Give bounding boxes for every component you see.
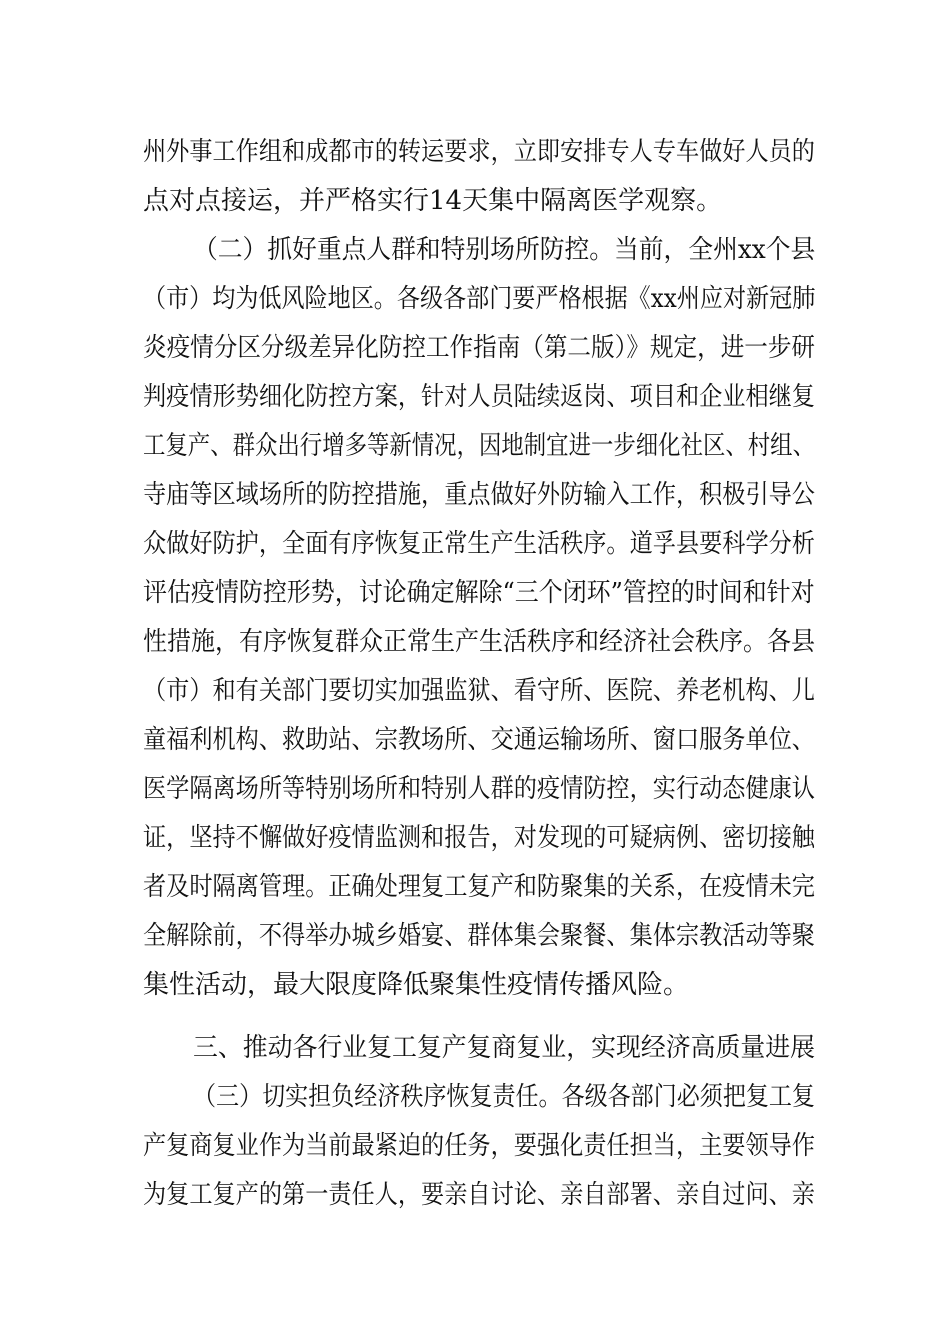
text-line: 寺庙等区域场所的防控措施，重点做好外防输入工作，积极引导公 — [143, 480, 815, 510]
text-line: 炎疫情分区分级差异化防控工作指南（第二版）》规定，进一步研 — [143, 333, 816, 363]
text-line: （市）和有关部门要切实加强监狱、看守所、医院、养老机构、儿 — [143, 676, 815, 706]
text-line: 全解除前，不得举办城乡婚宴、群体集会聚餐、集体宗教活动等聚 — [143, 921, 815, 951]
text-line: 童福利机构、救助站、宗教场所、交通运输场所、窗口服务单位、 — [143, 725, 815, 755]
section-heading: 三、推动各行业复工复产复商复业，实现经济高质量进展 — [193, 1033, 815, 1063]
text-line: 产复商复业作为当前最紧迫的任务，要强化责任担当，主要领导作 — [143, 1131, 815, 1161]
text-line: 工复产、群众出行增多等新情况，因地制宜进一步细化社区、村组、 — [143, 431, 815, 461]
text-line: 证，坚持不懈做好疫情监测和报告，对发现的可疑病例、密切接触 — [143, 823, 815, 853]
paragraph-start-line: （二）抓好重点人群和特别场所防控。当前，全州xx个县 — [193, 235, 816, 265]
text-line: 点对点接运，并严格实行14天集中隔离医学观察。 — [143, 186, 723, 216]
paragraph-start-line: （三）切实担负经济秩序恢复责任。各级各部门必须把复工复 — [193, 1082, 815, 1112]
text-line: 州外事工作组和成都市的转运要求，立即安排专人专车做好人员的 — [143, 137, 815, 167]
text-line: 集性活动，最大限度降低聚集性疫情传播风险。 — [143, 970, 690, 1000]
text-line: 医学隔离场所等特别场所和特别人群的疫情防控，实行动态健康认 — [143, 774, 815, 804]
text-line: 为复工复产的第一责任人，要亲自讨论、亲自部署、亲自过问、亲 — [143, 1180, 815, 1210]
text-line: 众做好防护，全面有序恢复正常生产生活秩序。道孚县要科学分析 — [143, 529, 815, 559]
text-line: 判疫情形势细化防控方案，针对人员陆续返岗、项目和企业相继复 — [143, 382, 815, 412]
text-line: 性措施，有序恢复群众正常生产生活秩序和经济社会秩序。各县 — [143, 627, 816, 657]
text-line: 评估疫情防控形势，讨论确定解除“三个闭环”管控的时间和针对 — [143, 578, 815, 608]
text-line: 者及时隔离管理。正确处理复工复产和防聚集的关系，在疫情未完 — [143, 872, 815, 902]
text-line: （市）均为低风险地区。各级各部门要严格根据《xx州应对新冠肺 — [143, 284, 816, 314]
